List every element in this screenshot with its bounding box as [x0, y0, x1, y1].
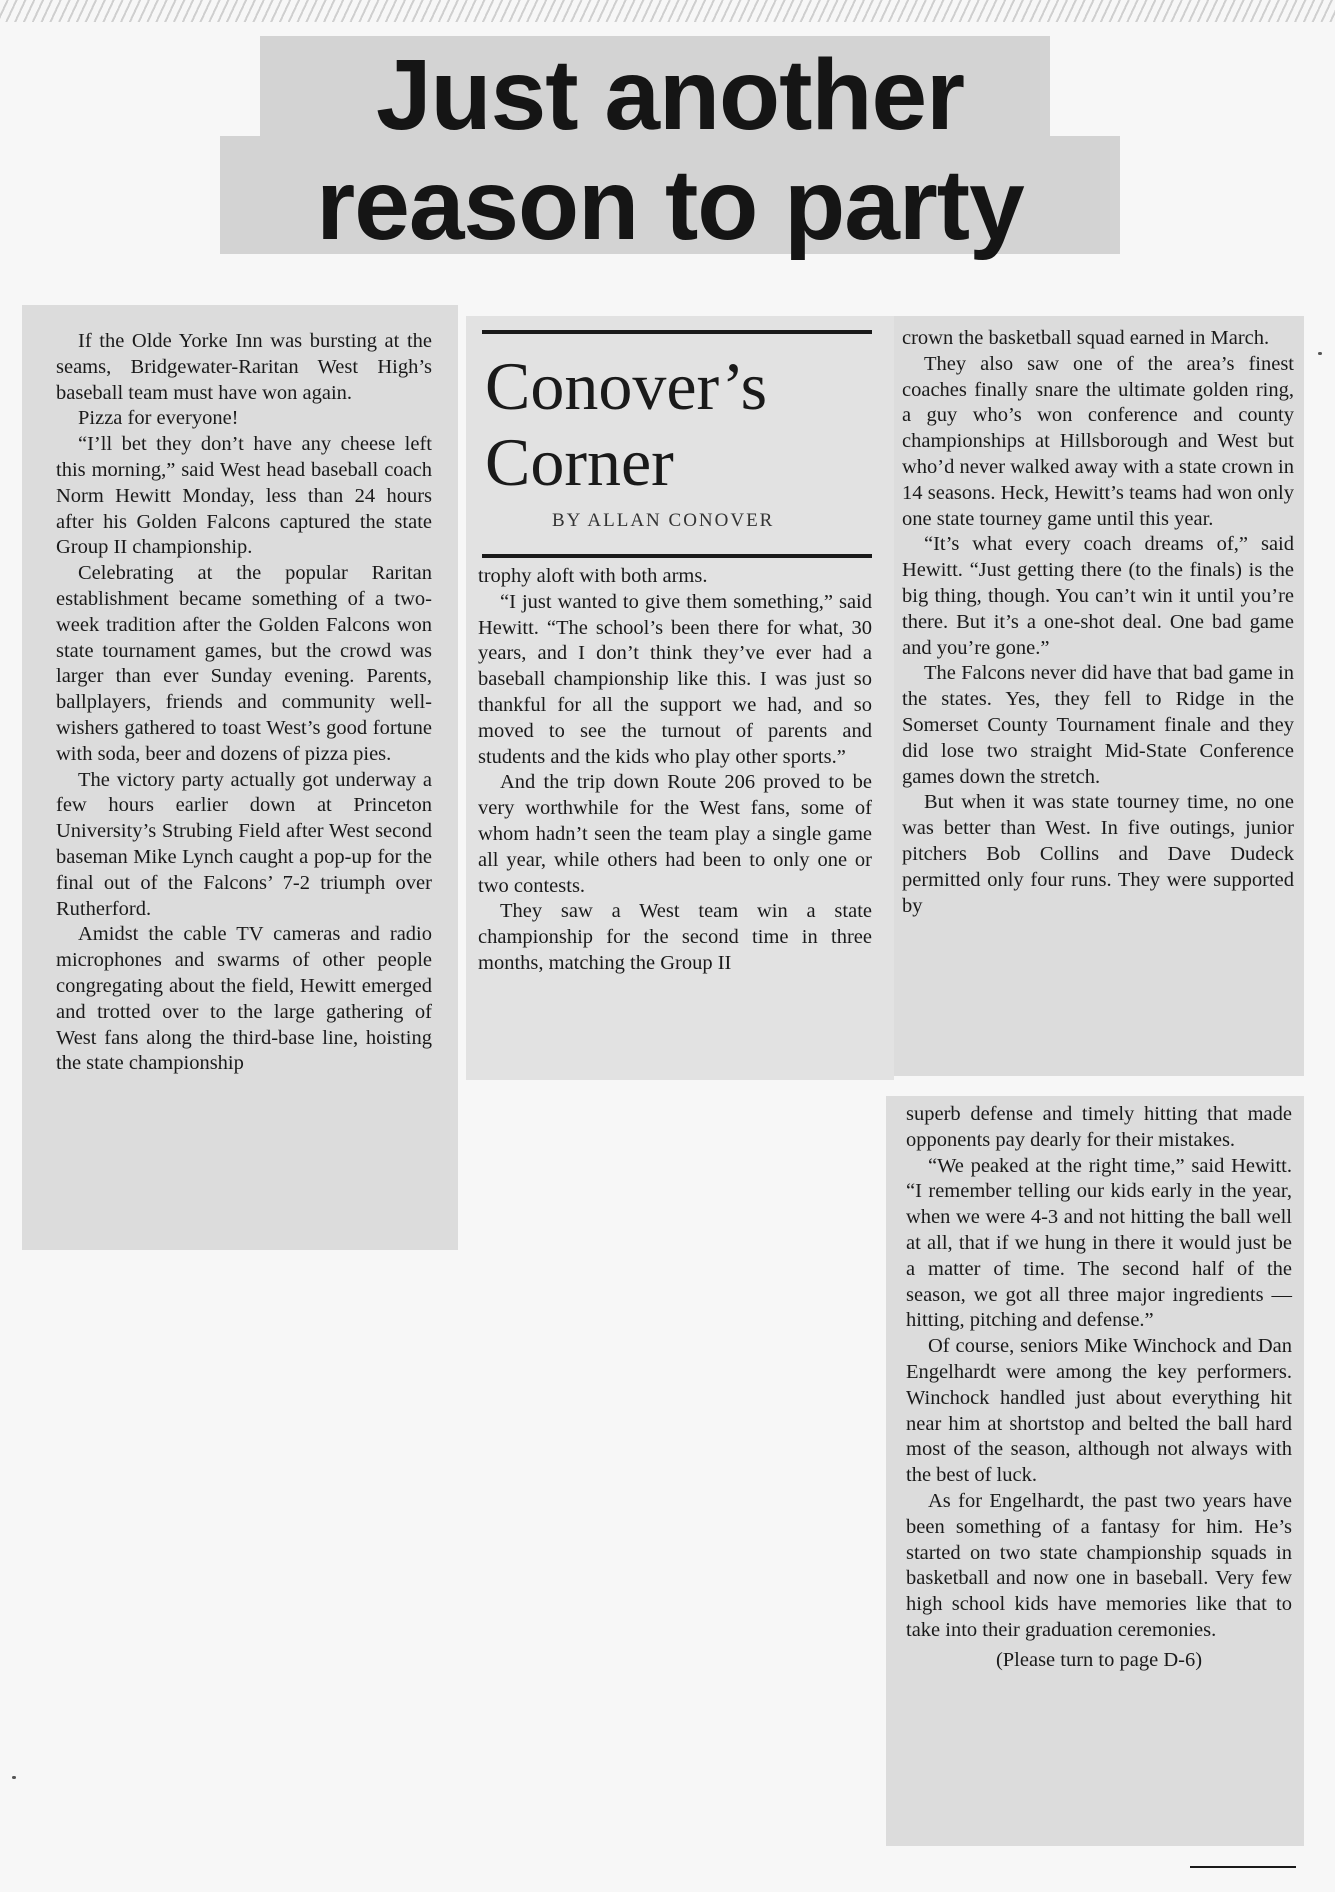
paragraph: They also saw one of the area’s finest coaches finally snare the ultimate golden ring, a guy who’s won conference and county championships at Hillsborough and West but who’d never walked away with a state crown in 14 seasons. Heck, Hewitt’s teams had won only one state tourney game until this year.	[902, 352, 1294, 530]
column-2-body	[478, 564, 872, 977]
paragraph: Pizza for everyone!	[78, 407, 239, 430]
paragraph: “I’ll bet they don’t have any cheese left this morning,” said West head baseball coach Norm Hewitt Monday, less than 24 hours after his Golden Falcons captured the state Group II championship.	[56, 433, 432, 559]
continued-note: (Please turn to page D-6)	[995, 1648, 1203, 1671]
paragraph: trophy aloft with both arms.	[478, 565, 708, 587]
paragraph: “We peaked at the right time,” said Hewitt. “I remember telling our kids early in the year, when we were 4-3 and not hitting the ball well at all, that if we hung in there it would just be a matter of time. The second half of the season, we got all three major ingredients — hitting, pitching and defense.”	[906, 1154, 1292, 1332]
article-column-1	[22, 305, 458, 1250]
paragraph: As for Engelhardt, the past two years have been something of a fantasy for him. He’s started on two state championship squads in basketball and now one in baseball. Very few high school kids have memories like that to take into their graduation ceremonies.	[906, 1489, 1292, 1641]
ink-speck	[1318, 352, 1322, 355]
top-edge-hatching	[0, 0, 1335, 22]
headline-line-1: Just another	[375, 39, 965, 151]
paragraph: They saw a West team win a state championship for the second time in three months, matching the Group II	[478, 900, 872, 974]
paragraph: superb defense and timely hitting that made opponents pay dearly for their mistakes.	[906, 1103, 1292, 1151]
paragraph: Of course, seniors Mike Winchock and Dan Engelhardt were among the key performers. Winchock handled just about everything hit near him at shortstop and belted the ball hard most of the season, although not always with the best of luck.	[906, 1335, 1292, 1487]
article-column-4	[886, 1096, 1304, 1846]
paragraph: Amidst the cable TV cameras and radio microphones and swarms of other people congregating about the field, Hewitt emerged and trotted over to the large gathering of West fans along the third-base line, hoisting the state championship	[56, 923, 432, 1075]
byline: BY ALLAN CONOVER	[552, 510, 775, 531]
paragraph: But when it was state tourney time, no one was better than West. In five outings, junior pitchers Bob Collins and Dave Dudeck permitted only four runs. They were supported by	[902, 791, 1294, 917]
paragraph: If the Olde Yorke Inn was bursting at the seams, Bridgewater-Raritan West High’s baseball team must have won again.	[56, 330, 432, 404]
paragraph: crown the basketball squad earned in March.	[902, 327, 1270, 349]
column-header-rule-top	[482, 330, 872, 334]
column-title-line-1: Conover’s	[485, 348, 768, 424]
ink-speck	[12, 1776, 16, 1779]
headline	[220, 24, 1120, 261]
column-title-line-2: Corner	[485, 424, 674, 500]
paragraph: “It’s what every coach dreams of,” said Hewitt. “Just getting there (to the finals) is the big thing, though. You can’t win it until you’re there. But it’s a one-shot deal. One bad game and you’re gone.”	[902, 533, 1294, 659]
column-header-rule-bottom	[482, 554, 872, 558]
paragraph: The Falcons never did have that bad game in the states. Yes, they fell to Ridge in the Somerset County Tournament finale and they did lose two straight Mid-State Conference games down the stretch.	[902, 662, 1294, 788]
paragraph: The victory party actually got underway a few hours earlier down at Princeton University’s Strubing Field after West second baseman Mike Lynch caught a pop-up for the final out of the Falcons’ 7-2 triumph over Rutherford.	[56, 768, 432, 920]
paragraph: Celebrating at the popular Raritan establishment became something of a two-week tradition after the Golden Falcons won state tournament games, but the crowd was larger than ever Sunday evening. Parents, ballplayers, friends and community well-wishers gathered to toast West’s good fortune with soda, beer and dozens of pizza pies.	[56, 562, 432, 765]
headline-line-2: reason to party	[316, 149, 1024, 261]
article-column-3	[894, 316, 1304, 1076]
end-rule	[1190, 1866, 1296, 1868]
column-header	[485, 348, 885, 500]
paragraph: And the trip down Route 206 proved to be very worthwhile for the West fans, some of whom hadn’t seen the team play a single game all year, while others had been to only one or two contests.	[478, 771, 872, 897]
paragraph: “I just wanted to give them something,” said Hewitt. “The school’s been there for what, 30 years, and I don’t think they’ve ever had a baseball championship like this. I was just so thankful for all the support we had, and so moved to see the turnout of parents and students and the kids who play other sports.”	[478, 590, 872, 768]
